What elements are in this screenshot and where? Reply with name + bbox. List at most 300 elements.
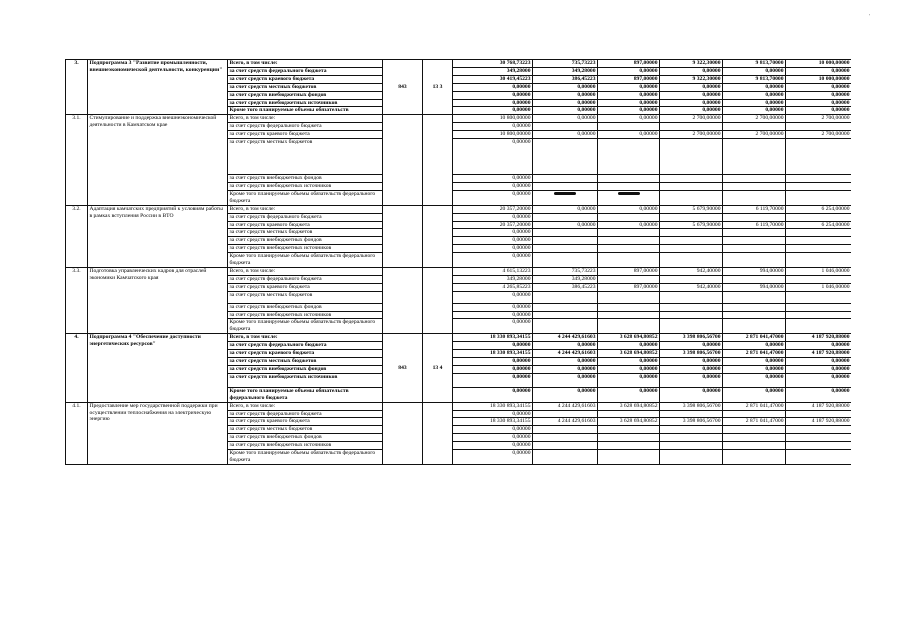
year-value: [660, 221, 723, 229]
budget-table: [65, 59, 851, 465]
value-text: 0,00000: [639, 67, 658, 74]
year-value: [533, 283, 598, 291]
value-text: 18 330 893,34155: [489, 350, 531, 357]
total-value: [453, 283, 533, 291]
year-value: [598, 402, 660, 410]
year-value: [598, 75, 660, 83]
value-text: 386,45223: [571, 283, 596, 290]
funding-source: Кроме того планируемые объемы обязательств: [228, 107, 383, 115]
year-value: [786, 365, 852, 373]
funding-source: за счет средств краевого бюджета: [228, 283, 383, 291]
funding-source: за счет средств местных бюджетов: [228, 358, 383, 366]
year-value: [723, 291, 786, 303]
row-number: 3.3.: [66, 267, 88, 333]
funding-source: за счет средств внебюджетных фондов: [228, 175, 383, 183]
year-value: [786, 373, 852, 387]
year-value: [533, 139, 598, 175]
value-text: 0,00000: [702, 83, 721, 90]
year-value: [660, 402, 723, 410]
value-text: 0,00000: [512, 83, 531, 90]
value-text: 897,00000: [633, 60, 658, 66]
total-value: [453, 387, 533, 402]
total-value: [453, 245, 533, 253]
program-name: Предоставление мер государственной поддержки при осуществлении теплоснабжения на электрическую энергию: [88, 402, 228, 464]
year-value: [723, 365, 786, 373]
year-value: [533, 387, 598, 402]
year-value: [598, 99, 660, 107]
value-text: 349,28000: [571, 275, 596, 282]
year-value: [786, 342, 852, 350]
year-value: [786, 358, 852, 366]
funding-source: Всего, в том числе:: [228, 205, 383, 213]
funding-source: за счет средств федерального бюджета: [228, 410, 383, 418]
total-value: [453, 60, 533, 68]
funding-source: за счет средств краевого бюджета: [228, 350, 383, 358]
total-value: [453, 139, 533, 175]
year-value: [533, 426, 598, 434]
total-value: [453, 267, 533, 275]
year-value: [660, 426, 723, 434]
year-value: [533, 123, 598, 131]
year-value: [598, 221, 660, 229]
funding-source: за счет средств местных бюджетов: [228, 426, 383, 434]
year-value: [533, 365, 598, 373]
total-value: [453, 115, 533, 123]
year-value: [598, 434, 660, 442]
value-text: 0,00000: [765, 107, 784, 114]
year-value: [533, 373, 598, 387]
year-value: [786, 303, 852, 311]
value-text: 0,00000: [831, 99, 850, 106]
value-text: 2 700,00000: [821, 115, 850, 122]
value-text: 2 700,00000: [755, 115, 784, 122]
funding-source: за счет средств местных бюджетов: [228, 291, 383, 303]
value-text: 0,00000: [702, 99, 721, 106]
value-text: 4 265,85223: [502, 283, 531, 290]
year-value: [533, 221, 598, 229]
program-name: Адаптация камчатских предприятий к условиям работы в рамках вступления России в ВТО: [88, 205, 228, 267]
year-value: [660, 319, 723, 334]
year-value: [533, 450, 598, 465]
year-value: [533, 91, 598, 99]
value-text: 3 398 806,56700: [682, 350, 721, 357]
year-value: [598, 139, 660, 175]
funding-source: за счет средств местных бюджетов: [228, 83, 383, 91]
value-text: 0,00000: [831, 91, 850, 98]
value-text: 3 628 694,80852: [619, 334, 658, 341]
year-value: [533, 229, 598, 237]
year-value: [598, 303, 660, 311]
admin-code: [383, 205, 423, 267]
funding-source: за счет средств федерального бюджета: [228, 123, 383, 131]
year-value: [598, 365, 660, 373]
total-value: [453, 303, 533, 311]
program-code: [423, 402, 453, 464]
year-value: [723, 237, 786, 245]
year-value: [786, 245, 852, 253]
funding-source: Всего, в том числе:: [228, 267, 383, 275]
value-text: 942,40000: [696, 267, 721, 274]
value-text: 0,00000: [765, 387, 784, 394]
value-text: 0,00000: [702, 358, 721, 364]
program-name: Подпрограмма 4 "Обеспечение доступности энергетических ресурсов": [88, 334, 228, 402]
value-text: 897,00000: [633, 267, 658, 274]
year-value: [723, 418, 786, 426]
year-value: [786, 213, 852, 221]
year-value: [723, 253, 786, 268]
total-value: [453, 237, 533, 245]
value-text: 0,00000: [512, 450, 531, 457]
value-text: 0,00000: [512, 373, 531, 380]
funding-source: Всего, в том числе:: [228, 115, 383, 123]
funding-source: за счет средств внебюджетных источников: [228, 373, 383, 387]
value-text: 4 187 920,88000: [811, 402, 850, 409]
value-text: 2 871 041,47000: [745, 402, 784, 409]
value-text: 0,00000: [577, 365, 596, 372]
year-value: [660, 99, 723, 107]
value-text: 0,00000: [765, 373, 784, 380]
total-value: [453, 229, 533, 237]
year-value: [533, 418, 598, 426]
year-value: [723, 426, 786, 434]
row-number: 3.1.: [66, 115, 88, 205]
year-value: [598, 334, 660, 342]
year-value: [533, 182, 598, 190]
value-text: 0,00000: [577, 83, 596, 90]
funding-source: за счет средств внебюджетных фондов: [228, 237, 383, 245]
value-text: 0,00000: [512, 342, 531, 349]
total-value: [453, 75, 533, 83]
year-value: [598, 283, 660, 291]
value-text: 0,00000: [577, 99, 596, 106]
year-value: [786, 221, 852, 229]
year-value: [723, 131, 786, 139]
year-value: [533, 402, 598, 410]
year-value: [723, 229, 786, 237]
year-value: [533, 213, 598, 221]
year-value: [660, 107, 723, 115]
value-text: 0,00000: [512, 99, 531, 106]
row-number: 4.: [66, 334, 88, 402]
year-value: [723, 373, 786, 387]
value-text: 0,00000: [831, 67, 850, 74]
year-value: [660, 75, 723, 83]
year-value: [533, 358, 598, 366]
value-text: 0,00000: [702, 67, 721, 74]
year-value: [786, 75, 852, 83]
year-value: [786, 434, 852, 442]
value-text: 4 244 429,61603: [557, 334, 596, 341]
value-text: 349,28000: [571, 67, 596, 74]
funding-source: за счет средств краевого бюджета: [228, 75, 383, 83]
funding-source: за счет средств местных бюджетов: [228, 229, 383, 237]
program-code: 13 3: [423, 60, 453, 115]
year-value: [660, 358, 723, 366]
year-value: [786, 123, 852, 131]
year-value: [533, 245, 598, 253]
funding-source: за счет средств краевого бюджета: [228, 418, 383, 426]
total-value: [453, 426, 533, 434]
year-value: [598, 123, 660, 131]
value-text: 4 244 429,61603: [557, 402, 596, 409]
ink-blot: [554, 192, 576, 195]
year-value: [723, 267, 786, 275]
total-value: [453, 319, 533, 334]
year-value: [786, 253, 852, 268]
year-value: [660, 182, 723, 190]
year-value: [533, 311, 598, 319]
funding-source: Кроме того планируемые объемы обязательств федерального бюджета: [228, 253, 383, 268]
year-value: [660, 123, 723, 131]
year-value: [660, 83, 723, 91]
value-text: 10 800,00000: [499, 131, 531, 138]
value-text: 9 322,30000: [692, 60, 721, 66]
value-text: 0,00000: [512, 311, 531, 318]
year-value: [660, 139, 723, 175]
year-value: [723, 182, 786, 190]
year-value: [598, 358, 660, 366]
total-value: [453, 190, 533, 205]
total-value: [453, 182, 533, 190]
value-text: 0,00000: [512, 319, 531, 326]
total-value: [453, 205, 533, 213]
value-text: 3 628 694,80852: [619, 418, 658, 425]
total-value: [453, 131, 533, 139]
funding-source: за счет средств федерального бюджета: [228, 275, 383, 283]
year-value: [660, 350, 723, 358]
funding-source: за счет средств внебюджетных источников: [228, 442, 383, 450]
program-code: [423, 267, 453, 333]
year-value: [598, 115, 660, 123]
value-text: 0,00000: [512, 434, 531, 441]
year-value: [660, 91, 723, 99]
budget-table-body: [66, 60, 852, 465]
year-value: [598, 426, 660, 434]
year-value: [598, 60, 660, 68]
value-text: 0,00000: [577, 358, 596, 364]
value-text: 30 768,73223: [499, 60, 531, 66]
value-text: 0,00000: [639, 107, 658, 114]
year-value: [598, 205, 660, 213]
admin-code: [383, 402, 423, 464]
value-text: 0,00000: [512, 387, 531, 394]
year-value: [660, 175, 723, 183]
year-value: [533, 60, 598, 68]
value-text: 9 322,30000: [692, 75, 721, 82]
value-text: 0,00000: [577, 221, 596, 228]
value-text: 0,00000: [831, 83, 850, 90]
value-text: 0,00000: [639, 365, 658, 372]
year-value: [786, 131, 852, 139]
value-text: 4 187 920,88000: [811, 350, 850, 357]
year-value: [786, 319, 852, 334]
total-value: [453, 311, 533, 319]
year-value: [660, 342, 723, 350]
year-value: [786, 426, 852, 434]
program-name: Подпрограмма 3 "Развитие промышленности, внешнеэкономической деятельности, конкуренции": [88, 60, 228, 115]
year-value: [660, 450, 723, 465]
value-text: 0,00000: [577, 387, 596, 394]
value-text: 0,00000: [512, 358, 531, 364]
value-text: 994,00000: [759, 283, 784, 290]
total-value: [453, 450, 533, 465]
value-text: 0,00000: [512, 365, 531, 372]
year-value: [786, 275, 852, 283]
table-row: [66, 60, 852, 68]
year-value: [786, 83, 852, 91]
year-value: [786, 190, 852, 205]
value-text: 3 398 806,56700: [682, 418, 721, 425]
ink-blot: [618, 192, 640, 195]
year-value: [786, 442, 852, 450]
value-text: 0,00000: [702, 107, 721, 114]
budget-sheet: [65, 59, 851, 569]
year-value: [723, 303, 786, 311]
value-text: 18 330 893,34155: [489, 334, 531, 341]
value-text: 0,00000: [512, 442, 531, 449]
year-value: [598, 182, 660, 190]
value-text: 0,00000: [512, 426, 531, 433]
total-value: [453, 434, 533, 442]
year-value: [660, 418, 723, 426]
funding-source: за счет средств внебюджетных источников: [228, 99, 383, 107]
year-value: [533, 83, 598, 91]
funding-source: за счет средств федерального бюджета: [228, 67, 383, 75]
year-value: [723, 91, 786, 99]
program-code: 13 4: [423, 334, 453, 402]
year-value: [660, 229, 723, 237]
value-text: 1 046,00000: [821, 267, 850, 274]
total-value: [453, 123, 533, 131]
total-value: [453, 67, 533, 75]
funding-source: за счет средств внебюджетных фондов: [228, 434, 383, 442]
total-value: [453, 213, 533, 221]
year-value: [723, 442, 786, 450]
value-text: 0,00000: [831, 342, 850, 349]
value-text: 0,00000: [512, 237, 531, 244]
value-text: 0,00000: [512, 175, 531, 182]
value-text: 942,40000: [696, 283, 721, 290]
year-value: [786, 229, 852, 237]
year-value: [533, 107, 598, 115]
year-value: [723, 213, 786, 221]
total-value: [453, 350, 533, 358]
value-text: 0,00000: [765, 342, 784, 349]
funding-source: за счет средств внебюджетных фондов: [228, 365, 383, 373]
program-name: Стимулирование и поддержка внешнеэкономической деятельности в Камчатском крае: [88, 115, 228, 205]
funding-source: за счет средств внебюджетных фондов: [228, 91, 383, 99]
year-value: [598, 253, 660, 268]
program-code: [423, 205, 453, 267]
value-text: 0,00000: [512, 410, 531, 417]
year-value: [786, 350, 852, 358]
year-value: [660, 410, 723, 418]
value-text: 897,00000: [633, 283, 658, 290]
admin-code: 843: [383, 334, 423, 402]
funding-source: за счет средств внебюджетных источников: [228, 245, 383, 253]
value-text: 0,00000: [512, 291, 531, 298]
value-text: 2 700,00000: [692, 115, 721, 122]
year-value: [660, 115, 723, 123]
value-text: 0,00000: [512, 229, 531, 236]
row-number: 3.: [66, 60, 88, 115]
total-value: [453, 253, 533, 268]
value-text: 0,00000: [639, 115, 658, 122]
total-value: [453, 334, 533, 342]
year-value: [786, 237, 852, 245]
value-text: 2 871 041,47000: [745, 350, 784, 357]
value-text: 30 419,45223: [499, 75, 531, 82]
year-value: [660, 311, 723, 319]
value-text: 0,00000: [512, 245, 531, 252]
total-value: [453, 291, 533, 303]
year-value: [723, 123, 786, 131]
funding-source: за счет средств внебюджетных источников: [228, 182, 383, 190]
funding-source: за счет средств федерального бюджета: [228, 342, 383, 350]
funding-source: за счет средств федерального бюджета: [228, 213, 383, 221]
year-value: [723, 221, 786, 229]
value-text: 0,00000: [639, 91, 658, 98]
year-value: [598, 91, 660, 99]
value-text: 5 679,90000: [692, 221, 721, 228]
value-text: 0,00000: [577, 107, 596, 114]
funding-source: Кроме того планируемые объемы обязательств федерального бюджета: [228, 319, 383, 334]
year-value: [660, 190, 723, 205]
year-value: [598, 418, 660, 426]
total-value: [453, 175, 533, 183]
value-text: 6 119,70000: [755, 221, 784, 228]
year-value: [533, 267, 598, 275]
value-text: 3 628 694,80852: [619, 350, 658, 357]
value-text: 0,00000: [639, 342, 658, 349]
value-text: 0,00000: [577, 342, 596, 349]
year-value: [533, 253, 598, 268]
year-value: [723, 99, 786, 107]
value-text: 0,00000: [765, 83, 784, 90]
year-value: [786, 139, 852, 175]
year-value: [598, 342, 660, 350]
value-text: 0,00000: [639, 205, 658, 212]
funding-source: Всего, в том числе:: [228, 402, 383, 410]
year-value: [723, 115, 786, 123]
value-text: 4 244 429,61603: [557, 418, 596, 425]
value-text: 2 700,00000: [821, 131, 850, 138]
year-value: [786, 182, 852, 190]
value-text: 2 700,00000: [755, 131, 784, 138]
value-text: 18 330 893,34155: [489, 402, 531, 409]
total-value: [453, 442, 533, 450]
year-value: [723, 283, 786, 291]
value-text: 20 357,20000: [499, 221, 531, 228]
table-row: [66, 334, 852, 342]
year-value: [533, 334, 598, 342]
value-text: 9 813,70000: [755, 75, 784, 82]
year-value: [786, 175, 852, 183]
year-value: [660, 213, 723, 221]
value-text: 6 254,00000: [821, 205, 850, 212]
value-text: 20 357,20000: [499, 205, 531, 212]
funding-source: за счет средств местных бюджетов: [228, 139, 383, 175]
year-value: [598, 245, 660, 253]
year-value: [533, 115, 598, 123]
year-value: [598, 107, 660, 115]
year-value: [786, 267, 852, 275]
year-value: [786, 450, 852, 465]
year-value: [723, 358, 786, 366]
value-text: 0,00000: [512, 123, 531, 130]
year-value: [660, 267, 723, 275]
value-text: 1 046,00000: [821, 283, 850, 290]
